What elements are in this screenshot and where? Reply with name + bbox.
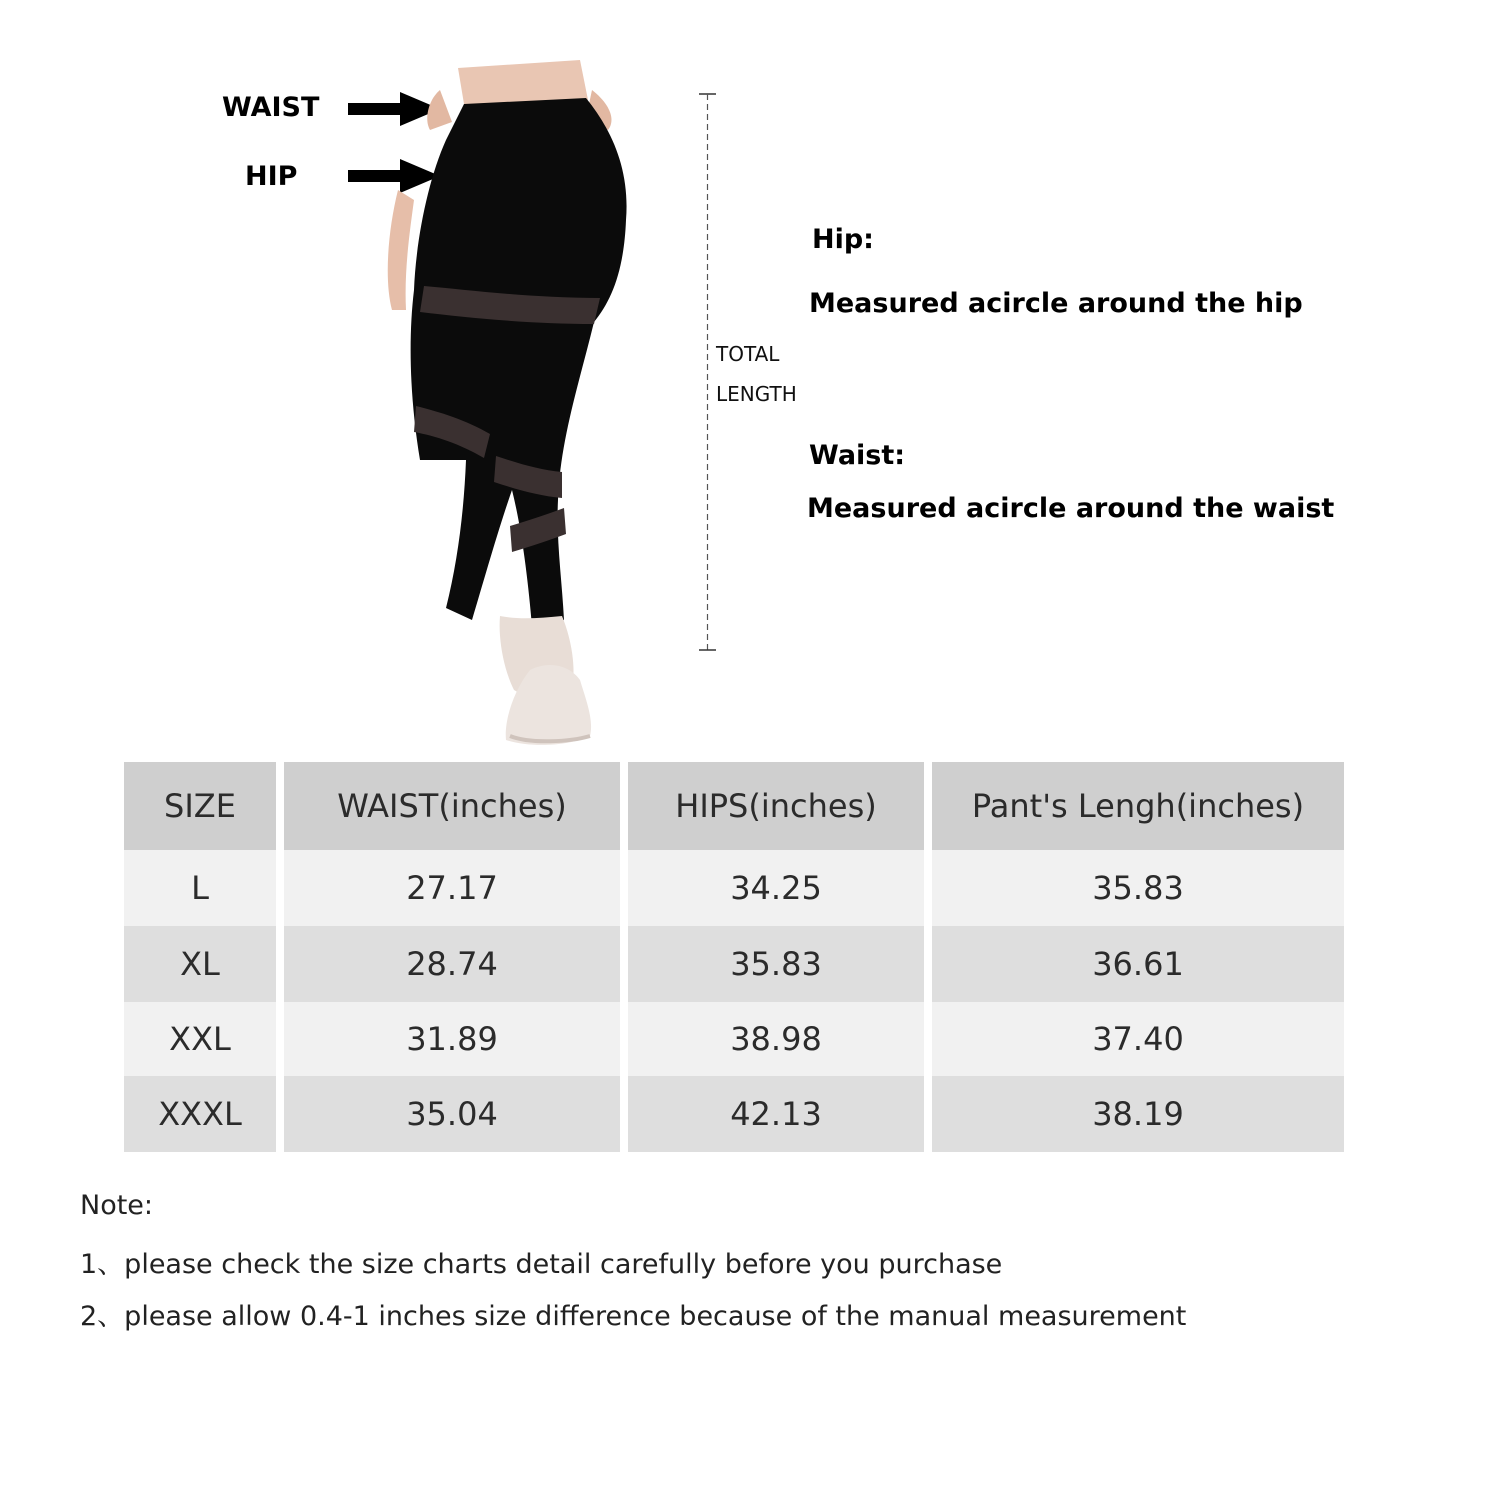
cell-hips: 34.25: [628, 850, 932, 926]
table-row: [124, 850, 1344, 926]
waist-desc-title: Waist:: [809, 440, 906, 471]
note-item-2: 2、please allow 0.4-1 inches size difference because of the manual measurement: [80, 1301, 1187, 1332]
cell-size: XXL: [124, 1002, 284, 1076]
total-length-label-line1: TOTAL: [716, 342, 780, 366]
header-hips: HIPS(inches): [628, 762, 932, 850]
hip-desc-text: Measured acircle around the hip: [809, 288, 1303, 319]
table-row: [124, 926, 1344, 1002]
cell-pant-length: 37.40: [932, 1002, 1344, 1076]
cell-hips: 42.13: [628, 1076, 932, 1152]
hip-label: HIP: [245, 161, 298, 192]
cell-hips: 35.83: [628, 926, 932, 1002]
cell-waist: 35.04: [284, 1076, 628, 1152]
cell-pant-length: 38.19: [932, 1076, 1344, 1152]
table-header-row: [124, 762, 1344, 850]
waist-desc-text: Measured acircle around the waist: [807, 493, 1335, 524]
cell-waist: 31.89: [284, 1002, 628, 1076]
cell-waist: 27.17: [284, 850, 628, 926]
cell-pant-length: 36.61: [932, 926, 1344, 1002]
cell-hips: 38.98: [628, 1002, 932, 1076]
cell-size: XL: [124, 926, 284, 1002]
cell-pant-length: 35.83: [932, 850, 1344, 926]
table-row: [124, 1002, 1344, 1076]
header-pant-length: Pant's Lengh(inches): [932, 762, 1344, 850]
header-size: SIZE: [124, 762, 284, 850]
total-length-label-line2: LENGTH: [716, 382, 797, 406]
cell-size: L: [124, 850, 284, 926]
cell-waist: 28.74: [284, 926, 628, 1002]
leggings-product-image: [380, 60, 640, 750]
waist-label: WAIST: [222, 92, 320, 123]
table-row: [124, 1076, 1344, 1152]
hip-desc-title: Hip:: [812, 224, 874, 255]
cell-size: XXXL: [124, 1076, 284, 1152]
total-length-measure-line: [698, 92, 718, 654]
size-chart-table: [124, 762, 1344, 1152]
note-title: Note:: [80, 1190, 154, 1221]
note-item-1: 1、please check the size charts detail carefully before you purchase: [80, 1249, 1003, 1280]
header-waist: WAIST(inches): [284, 762, 628, 850]
